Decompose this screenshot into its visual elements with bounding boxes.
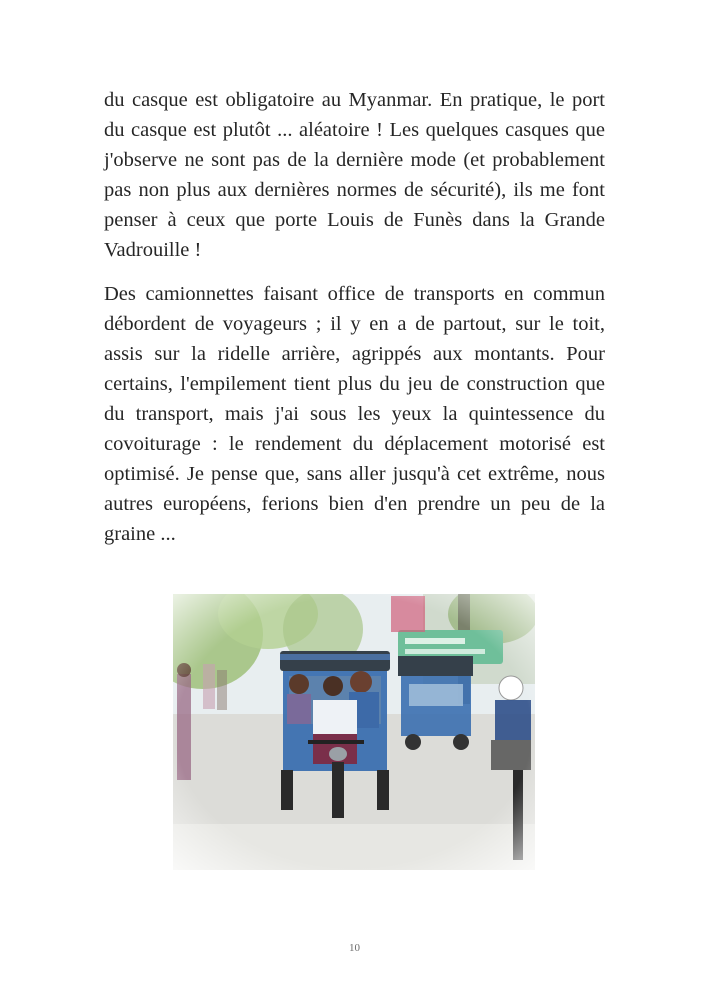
paragraph-1: du casque est obligatoire au Myanmar. En pratique, le port du casque est plutôt ... aléatoire ! Les quelques casques que j'observe ne sont pas de la dernière mode (et probablement pas non plus aux dernières normes de sécurité), ils me font penser à ceux que porte Louis de Funès dans la Grande Vadrouille ! (104, 89, 605, 261)
paragraph-2: Des camionnettes faisant office de transports en commun débordent de voyageurs ; il y en a de partout, sur le toit, assis sur la ridelle arrière, agrippés aux montants. Pour certains, l'empilement tient plus du jeu de construction que du transport, mais j'ai sous les yeux la quintessence du covoiturage : le rendement du déplacement motorisé est optimisé. Je pense que, sans aller jusqu'à cet extrême, nous autres européens, ferions bien d'en prendre un peu de la graine ... (104, 283, 605, 545)
street-photo (173, 594, 535, 870)
page-number: 10 (349, 942, 360, 954)
